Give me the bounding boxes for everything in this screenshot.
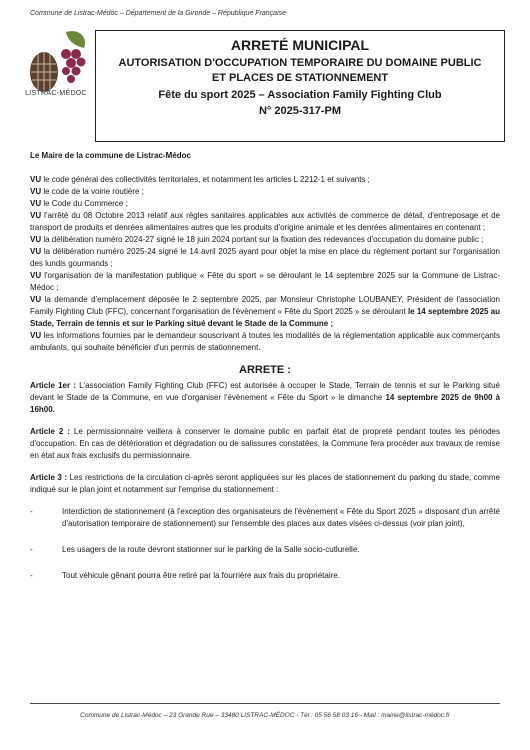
vu-item: VU la demande d'emplacement déposée le 2 septembre 2025, par Monsieur Christophe LOUBANEY, Président de l'association Family Fighting Club (FFC), concernant l'organisation de l'évènement « Fête du Sport 2025 » se déroulant le 14 septembre 2025 au Stade, Terrain de tennis et sur le Parking situé devant le Stade de la Commune ; xyxy=(30,295,500,328)
title-box xyxy=(95,30,505,142)
logo-text: LISTRAC-MÉDOC xyxy=(25,90,87,97)
vu-item: VU l'organisation de la manifestation publique « Fête du sport » se déroulant le 14 septembre 2025 sur la Commune de Listrac-Médoc ; xyxy=(30,271,500,292)
title-subject-1: AUTORISATION D'OCCUPATION TEMPORAIRE DU DOMAINE PUBLIC xyxy=(118,57,482,69)
maire-heading: Le Maire de la commune de Listrac-Médoc xyxy=(30,151,191,160)
vu-item: VU l'arrêté du 08 Octobre 2013 relatif aux règles sanitaires applicables aux activités de commerce de détail, d'entreposage et de transport de produits et denrées alimentaires autres que les produits d'origine animale et les denrées alimentaires en contenant ; xyxy=(30,211,500,232)
vu-list xyxy=(30,174,500,354)
article-3: Article 3 : Les restrictions de la circulation ci-après seront appliquées sur les places de stationnement du parking du stade, comme indiqué sur le plan joint et notamment sur l'emprise du stationnement : xyxy=(30,473,501,494)
vu-item: VU la délibération numéro 2024-27 signé le 18 juin 2024 portant sur la fixation des redevances d'occupation du domaine public ; xyxy=(30,235,484,244)
footer-divider xyxy=(30,703,500,704)
title-subject-2: ET PLACES DE STATIONNEMENT xyxy=(211,72,389,84)
vu-item: VU la délibération numéro 2025-24 signé le 14 avril 2025 ayant pour objet la mise en place du règlement portant sur l'organisation des lundis gourmands ; xyxy=(30,247,500,268)
document-body xyxy=(30,150,500,596)
header-topline: Commune de Listrac-Médoc – Département de la Gironde – République Française xyxy=(30,10,287,17)
article-1: Article 1er : L'association Family Fighting Club (FFC) est autorisée à occuper le Stade, Terrain de tennis et sur le Parking situé devant le Stade de la Commune, en vue d'organiser l'évènement « Fête du Sport » le dimanche 14 septembre 2025 de 9h00 à 16h00. xyxy=(30,381,500,414)
article-2: Article 2 : Le permissionnaire veillera à conserver le domaine public en parfait état de propreté pendant toutes les périodes d'occupation. En cas de détérioration et dégradation ou de salissures constatées, la Commune fera procéder aux travaux de remise en état aux frais exclusifs du permissionnaire. xyxy=(30,427,500,460)
vu-item: VU le code de la voirie routière ; xyxy=(30,187,144,196)
footer-address: Commune de Listrac-Médoc – 23 Grande Rue – 33480 LISTRAC-MÉDOC - Tél : 05 56 58 03 16 - Mail : mairie@listrac-médoc.fr xyxy=(80,712,450,719)
list-item: - Interdiction de stationnement (à l'exception des organisateurs de l'évènement « Fête du Sport 2025 » disposant d'un arrêté d'autorisation temporaire de stationnement) sur l'ensemble des places aux dates visées ci-dessus (voir plan joint), xyxy=(30,507,500,528)
arrete-heading: ARRETE : xyxy=(239,364,291,376)
title-event: Fête du sport 2025 – Association Family Fighting Club xyxy=(158,89,442,101)
title-number: N° 2025-317-PM xyxy=(258,105,342,117)
vu-item: VU le code général des collectivités territoriales, et notamment les articles L 2212-1 et suivants ; xyxy=(30,175,370,184)
vu-item: VU les informations fournies par le demandeur souscrivant à toutes les modalités de la réglementation applicable aux commerçants ambulants, qui souhaite bénéficier d'un permis de stationnement. xyxy=(30,331,500,352)
list-item: - Les usagers de la route devront stationner sur le parking de la Salle socio-cutlurelle. xyxy=(30,545,360,554)
list-item: - Tout véhicule gênant pourra être retiré par la fourrière aux frais du propriétaire. xyxy=(30,571,340,580)
title-main: ARRETÉ MUNICIPAL xyxy=(230,37,370,53)
vu-item: VU le Code du Commerce ; xyxy=(30,199,128,208)
